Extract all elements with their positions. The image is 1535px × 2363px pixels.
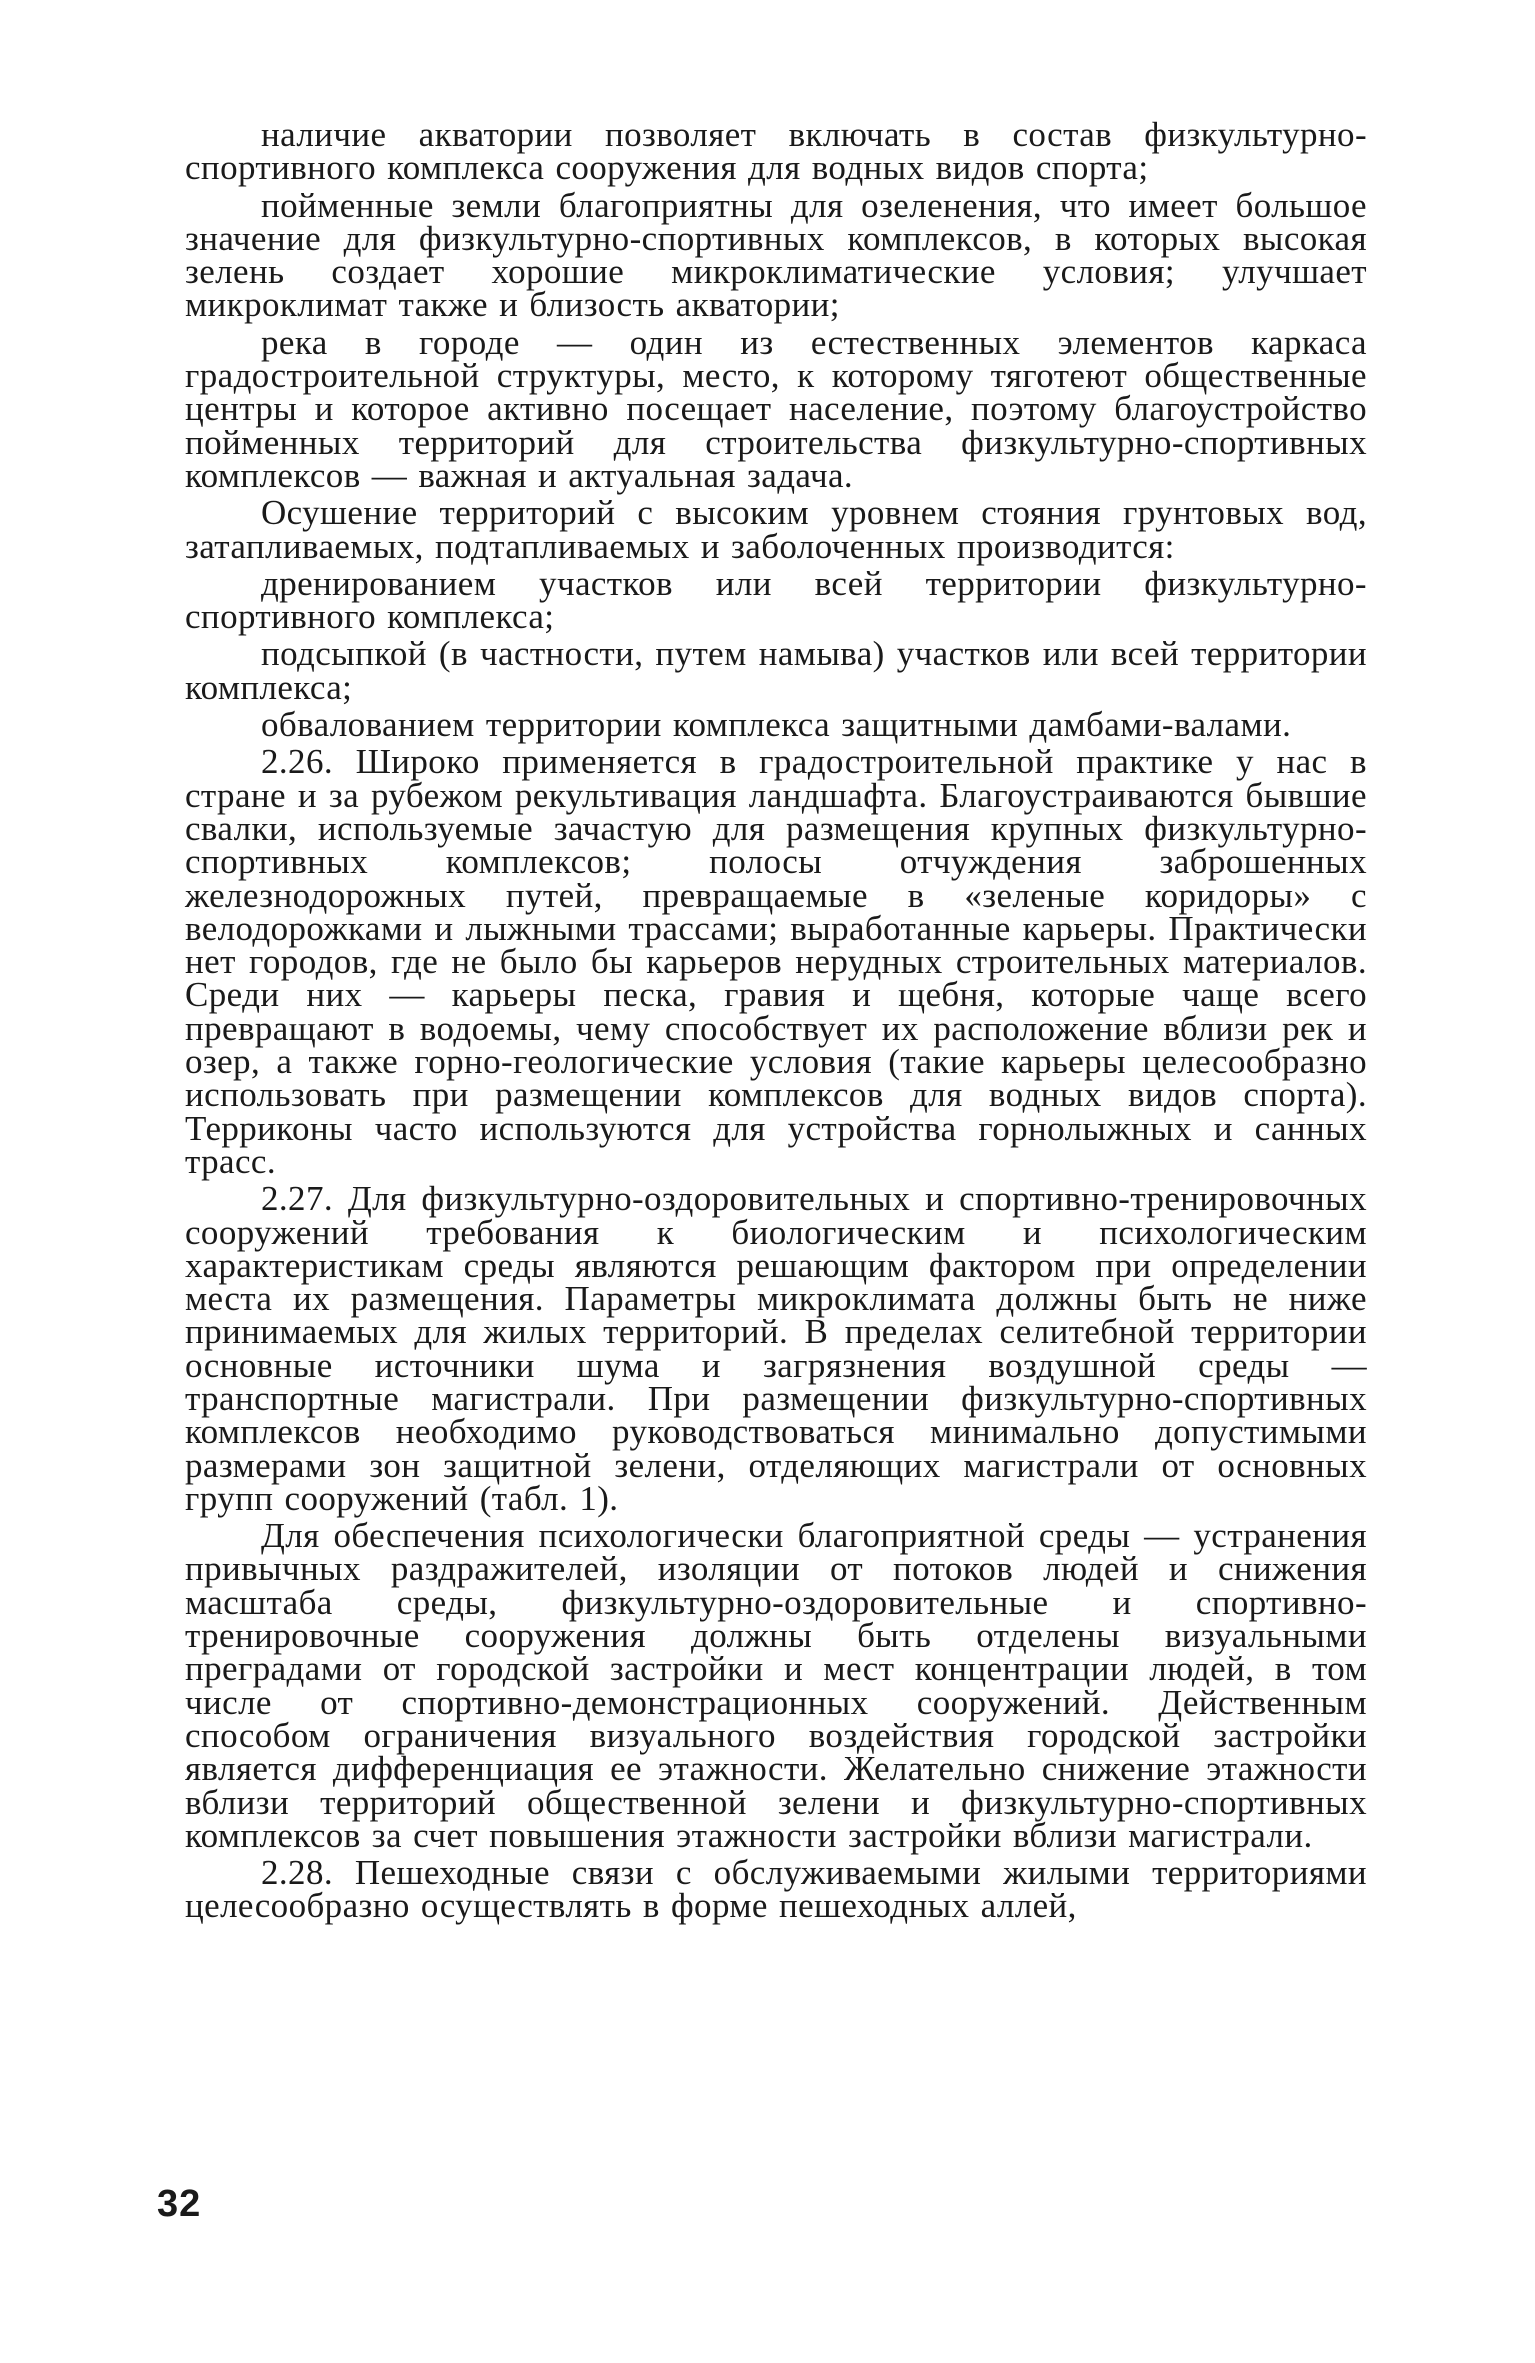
paragraph-embankment: обвалованием территории комплекса защитными дамбами-валами.: [261, 705, 1292, 745]
paragraph-backfill: подсыпкой (в частности, путем намыва) участков или всей территории комплекса;: [185, 634, 1367, 707]
paragraph-floodplain-lands: пойменные земли благоприятны для озеленения, что имеет большое значение для физкультурно-спортивных комплексов, в которых высокая зелень создает хорошие микроклиматические условия; улучшает микроклимат также и близость акватории;: [185, 185, 1367, 325]
page-body: [185, 115, 1367, 1927]
paragraph-drainage: дренированием участков или всей территории физкультурно-спортивного комплекса;: [185, 563, 1367, 637]
paragraph-river-in-city: река в городе — один из естественных элементов каркаса градостроительной структуры, место, к которому тяготеют общественные центры и которое активно посещает население, поэтому благоустройство пойменных территорий для строительства физкультурно-спортивных комплексов — важная и актуальная задача.: [185, 322, 1367, 495]
section-2-28: 2.28. Пешеходные связи с обслуживаемыми жилыми территориями целесообразно осуществлять в форме пешеходных аллей,: [185, 1853, 1367, 1926]
section-2-26: 2.26. Широко применяется в градостроительной практике у нас в стране и за рубежом рекультивация ландшафта. Благоустраиваются бывшие свалки, используемые зачастую для размещения крупных физкультурно-спортивных комплексов; полосы отчуждения заброшенных железнодорожных путей, превращаемые в «зеленые коридоры» с велодорожками и лыжными трассами; выработанные карьеры. Практически нет городов, где не было бы карьеров нерудных строительных материалов. Среди них — карьеры песка, гравия и щебня, которые чаще всего превращают в водоемы, чему способствует их расположение вблизи рек и озер, а также горно-геологические условия (такие карьеры целесообразно использовать при размещении комплексов для водных видов спорта). Терриконы часто используются для устройства горнолыжных и санных трасс.: [185, 742, 1367, 1181]
page-number: 32: [157, 2183, 202, 2225]
paragraph-aquatoria: наличие акватории позволяет включать в состав физкультурно-спортивного комплекса сооружения для водных видов спорта;: [185, 115, 1367, 188]
section-2-27: 2.27. Для физкультурно-оздоровительных и спортивно-тренировочных сооружений требования к биологическим и психологическим характеристикам среды являются решающим фактором при определении места их размещения. Параметры микроклимата должны быть не ниже принимаемых для жилых территорий. В пределах селитебной территории основные источники шума и загрязнения воздушной среды — транспортные магистрали. При размещении физкультурно-спортивных комплексов необходимо руководствоваться минимально допустимыми размерами зон защитной зелени, отделяющих магистрали от основных групп сооружений (табл. 1).: [185, 1179, 1367, 1518]
paragraph-psychological-environment: Для обеспечения психологически благоприятной среды — устранения привычных раздражителей, изоляции от потоков людей и снижения масштаба среды, физкультурно-оздоровительные и спортивно-тренировочные сооружения должны быть отделены визуальными преградами от городской застройки и мест концентрации людей, в том числе от спортивно-демонстрационных сооружений. Действенным способом ограничения визуального воздействия городской застройки является дифференциация ее этажности. Желательно снижение этажности вблизи территорий общественной зелени и физкультурно-спортивных комплексов за счет повышения этажности застройки вблизи магистрали.: [185, 1516, 1367, 1855]
paragraph-drainage-intro: Осушение территорий с высоким уровнем стояния грунтовых вод, затапливаемых, подтапливаемых и заболоченных производится:: [185, 493, 1367, 566]
